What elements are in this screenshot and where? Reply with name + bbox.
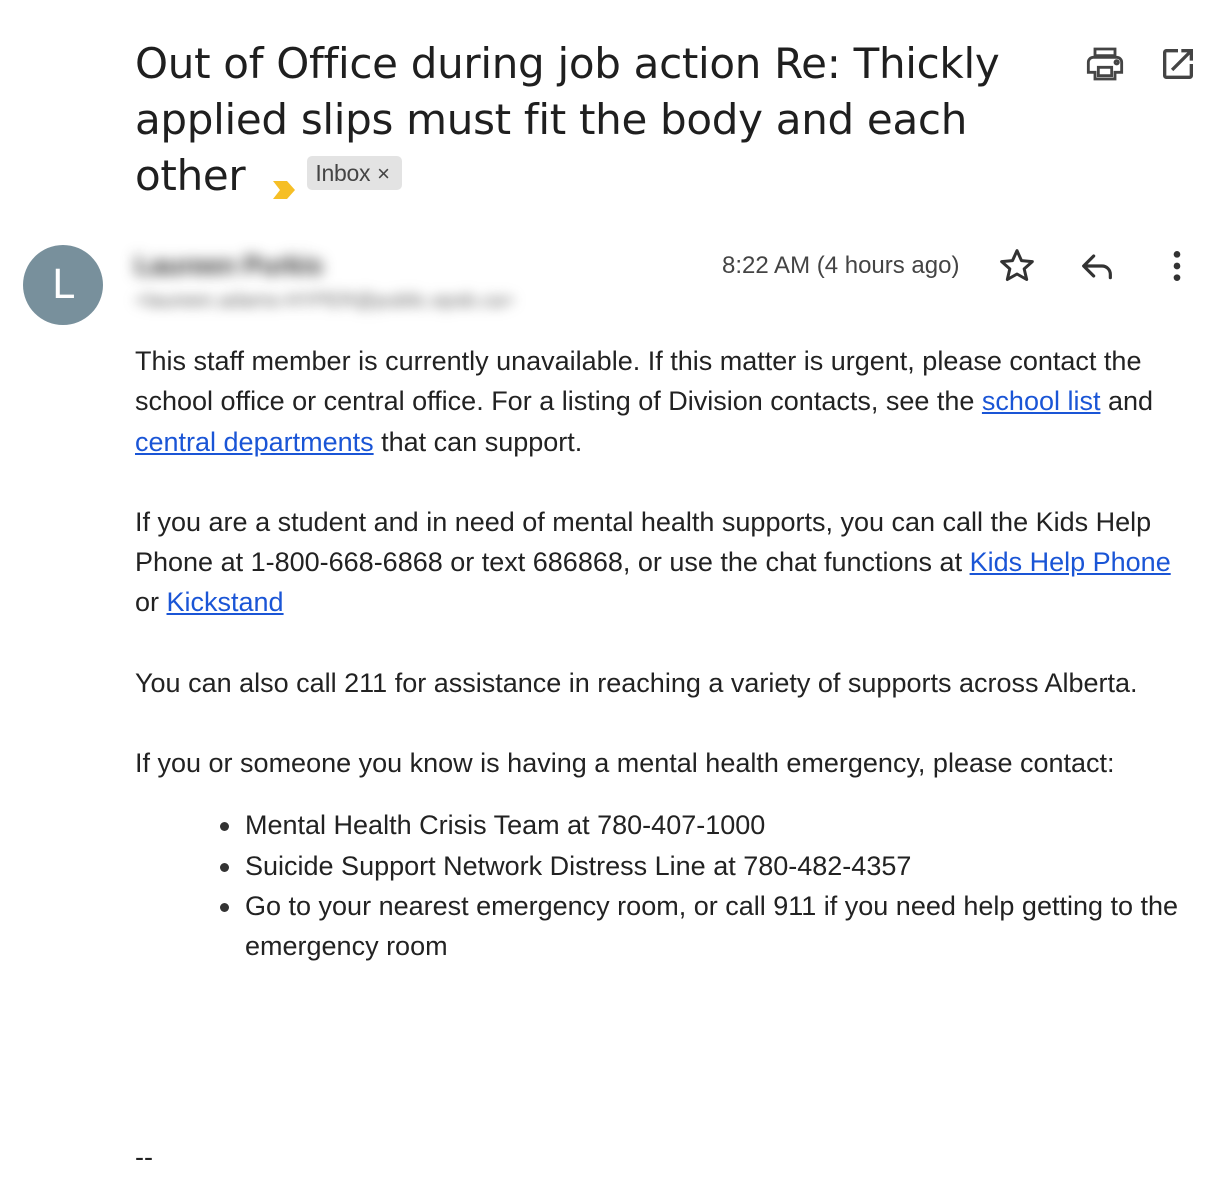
central-departments-link[interactable]: central departments <box>135 426 374 457</box>
importance-marker-icon[interactable] <box>271 161 297 187</box>
signature-separator: -- <box>135 1142 153 1172</box>
body-text: If you are a student and in need of mental health supports, you can call the Kids Help Phone at 1-800-668-6868 or text 686868, or use the chat functions at <box>135 506 1152 578</box>
more-vert-icon[interactable] <box>1157 246 1197 286</box>
reply-icon[interactable] <box>1077 246 1117 286</box>
sender-avatar[interactable]: L <box>23 245 103 325</box>
body-paragraph-unavailable <box>135 341 1195 462</box>
body-paragraph-211: You can also call 211 for assistance in reaching a variety of supports across Alberta. <box>135 667 1138 698</box>
kids-help-phone-link[interactable]: Kids Help Phone <box>969 547 1171 578</box>
subject-text: Out of Office during job action Re: Thickly applied slips must fit the body and each other <box>135 39 1000 200</box>
message-body <box>135 341 1195 967</box>
print-icon[interactable] <box>1085 44 1125 84</box>
body-paragraph-emergency: If you or someone you know is having a mental health emergency, please contact: <box>135 748 1115 779</box>
star-icon[interactable] <box>997 246 1037 286</box>
emergency-contacts-list <box>135 805 1195 966</box>
email-subject <box>135 36 1035 204</box>
list-item: Go to your nearest emergency room, or call 911 if you need help getting to the emergency room <box>245 886 1195 967</box>
open-in-new-window-icon[interactable] <box>1158 44 1198 84</box>
body-text: or <box>135 587 167 618</box>
sender-name[interactable]: Laureen Purkis <box>135 250 323 280</box>
school-list-link[interactable]: school list <box>981 386 1101 417</box>
inbox-label-chip[interactable] <box>307 156 401 190</box>
list-item: Mental Health Crisis Team at 780-407-1000 <box>245 805 1195 845</box>
remove-label-icon[interactable]: × <box>377 160 390 186</box>
list-item: Suicide Support Network Distress Line at 780-482-4357 <box>245 846 1195 886</box>
label-text: Inbox <box>315 159 371 186</box>
body-text: This staff member is currently unavailable. If this matter is urgent, please contact the school office or central office. For a listing of Division contacts, see the <box>135 346 1142 417</box>
body-text: that can support. <box>373 426 583 457</box>
body-paragraph-student-support <box>135 502 1195 623</box>
message-timestamp: 8:22 AM (4 hours ago) <box>722 252 960 279</box>
kickstand-link[interactable]: Kickstand <box>166 587 284 618</box>
sender-email: <laureen.adams-HYPER@public.epsb.ca> <box>135 290 515 312</box>
body-text: and <box>1100 386 1154 417</box>
